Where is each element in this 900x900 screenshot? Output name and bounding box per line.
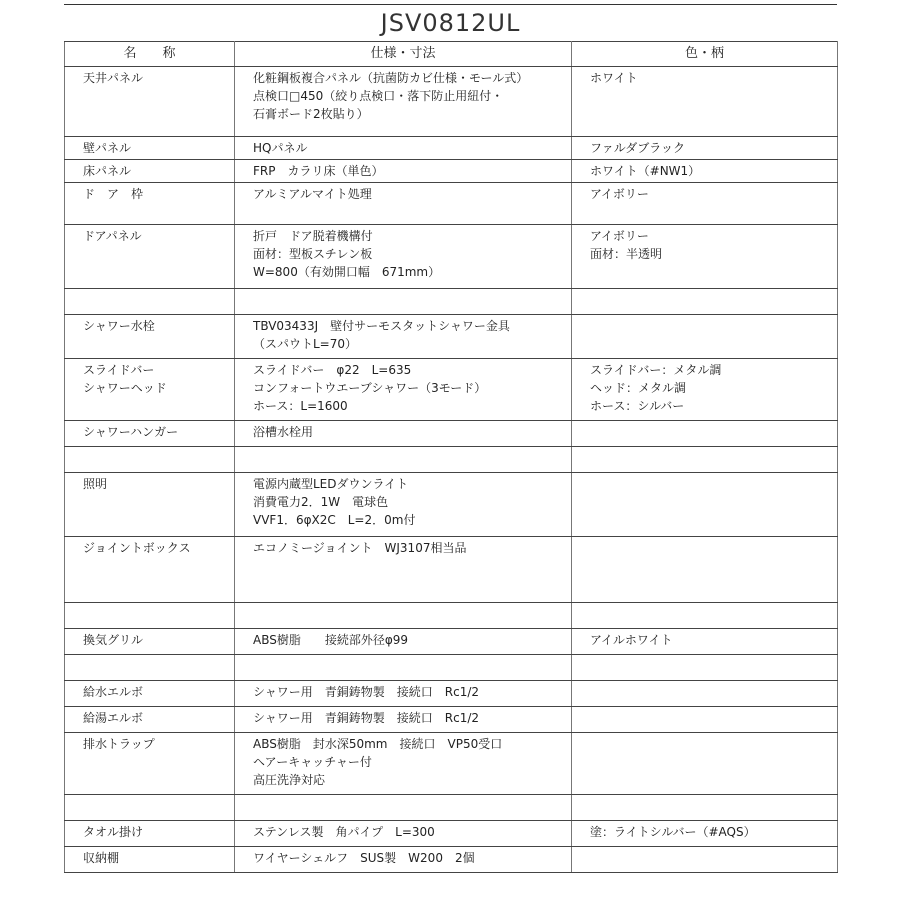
cell-line: ホワイト	[590, 71, 638, 85]
color-cell	[572, 847, 838, 873]
table-row	[65, 447, 838, 473]
cell-line: コンフォートウエーブシャワー（3モード）	[253, 381, 487, 395]
item-name-cell	[65, 707, 235, 733]
item-name-cell	[65, 655, 235, 681]
cell-line: スライドバー φ22 L=635	[253, 363, 412, 377]
header-color: 色・柄	[572, 42, 838, 67]
table-row	[65, 795, 838, 821]
color-cell	[572, 421, 838, 447]
color-cell	[572, 137, 838, 160]
cell-line: 壁パネル	[83, 141, 132, 155]
header-spec: 仕様・寸法	[235, 42, 572, 67]
color-cell	[572, 707, 838, 733]
cell-line: ワイヤーシェルフ SUS製 W200 2個	[253, 851, 475, 865]
cell-line: ドアパネル	[83, 229, 142, 243]
cell-line: 折戸 ドア脱着機構付	[253, 229, 373, 243]
table-row	[65, 847, 838, 873]
cell-line: 換気グリル	[83, 633, 144, 647]
cell-line: ホース：シルバー	[590, 399, 685, 413]
spec-cell	[235, 67, 572, 137]
color-cell	[572, 447, 838, 473]
item-name-cell	[65, 473, 235, 537]
cell-line: タオル掛け	[83, 825, 144, 839]
color-cell	[572, 289, 838, 315]
table-row	[65, 183, 838, 225]
table-row	[65, 473, 838, 537]
cell-line: FRP カラリ床（単色）	[253, 164, 384, 178]
cell-line: ヘッド：メタル調	[590, 381, 687, 395]
table-row	[65, 225, 838, 289]
cell-line: 点検口□450（絞り点検口・落下防止用紐付・	[253, 89, 504, 103]
item-name-cell	[65, 537, 235, 603]
spec-table	[64, 41, 838, 873]
item-name-cell	[65, 183, 235, 225]
spec-cell	[235, 655, 572, 681]
item-name-cell	[65, 795, 235, 821]
item-name-cell	[65, 67, 235, 137]
spec-cell	[235, 289, 572, 315]
cell-line: 面材：型板スチレン板	[253, 247, 373, 261]
cell-line: アイボリー	[590, 187, 649, 201]
item-name-cell	[65, 315, 235, 359]
table-row	[65, 315, 838, 359]
document-title: JSV0812UL	[380, 9, 521, 37]
cell-line: シャワーヘッド	[83, 381, 167, 395]
table-row	[65, 707, 838, 733]
color-cell	[572, 160, 838, 183]
cell-line: 高圧洗浄対応	[253, 773, 326, 787]
cell-line: 電源内蔵型LEDダウンライト	[253, 477, 409, 491]
cell-line: VVF1．6φX2C L=2．0m付	[253, 513, 416, 527]
cell-line: シャワーハンガー	[83, 425, 179, 439]
cell-line: 面材：半透明	[590, 247, 663, 261]
spec-cell	[235, 421, 572, 447]
header-name: 名 称	[65, 42, 235, 67]
spec-sheet	[64, 4, 837, 873]
color-cell	[572, 183, 838, 225]
spec-cell	[235, 707, 572, 733]
spec-cell	[235, 315, 572, 359]
cell-line: 石膏ボード2枚貼り）	[253, 107, 369, 121]
item-name-cell	[65, 447, 235, 473]
spec-cell	[235, 160, 572, 183]
item-name-cell	[65, 681, 235, 707]
item-name-cell	[65, 821, 235, 847]
spec-cell	[235, 795, 572, 821]
cell-line: （スパウトL=70）	[253, 337, 358, 351]
item-name-cell	[65, 629, 235, 655]
cell-line: シャワー用 青銅鋳物製 接続口 Rc1/2	[253, 685, 480, 699]
color-cell	[572, 315, 838, 359]
item-name-cell	[65, 160, 235, 183]
color-cell	[572, 733, 838, 795]
cell-line: 天井パネル	[83, 71, 144, 85]
spec-cell	[235, 359, 572, 421]
item-name-cell	[65, 359, 235, 421]
table-row	[65, 421, 838, 447]
spec-cell	[235, 603, 572, 629]
color-cell	[572, 795, 838, 821]
cell-line: エコノミージョイント WJ3107相当品	[253, 541, 467, 555]
cell-line: ABS樹脂 接続部外径φ99	[253, 633, 409, 647]
color-cell	[572, 473, 838, 537]
cell-line: W=800（有効開口幅 671mm）	[253, 265, 441, 279]
cell-line: ホース：L=1600	[253, 399, 348, 413]
table-row	[65, 603, 838, 629]
cell-line: 塗：ライトシルバー（#AQS）	[590, 825, 756, 839]
table-row	[65, 289, 838, 315]
spec-cell	[235, 847, 572, 873]
table-row	[65, 629, 838, 655]
cell-line: 排水トラップ	[83, 737, 155, 751]
cell-line: ホワイト（#NW1）	[590, 164, 701, 178]
spec-cell	[235, 473, 572, 537]
cell-line: ド ア 枠	[83, 187, 144, 201]
table-row	[65, 681, 838, 707]
table-row	[65, 655, 838, 681]
color-cell	[572, 603, 838, 629]
cell-line: HQパネル	[253, 141, 308, 155]
color-cell	[572, 821, 838, 847]
cell-line: 給湯エルボ	[83, 711, 144, 725]
header-row	[65, 42, 838, 67]
item-name-cell	[65, 421, 235, 447]
item-name-cell	[65, 289, 235, 315]
item-name-cell	[65, 225, 235, 289]
spec-cell	[235, 447, 572, 473]
cell-line: 床パネル	[83, 164, 132, 178]
table-row	[65, 160, 838, 183]
color-cell	[572, 67, 838, 137]
cell-line: 消費電力2．1W 電球色	[253, 495, 389, 509]
table-row	[65, 821, 838, 847]
spec-cell	[235, 629, 572, 655]
cell-line: 収納棚	[83, 851, 120, 865]
table-row	[65, 537, 838, 603]
item-name-cell	[65, 137, 235, 160]
cell-line: アルミアルマイト処理	[253, 187, 372, 201]
item-name-cell	[65, 733, 235, 795]
cell-line: シャワー用 青銅鋳物製 接続口 Rc1/2	[253, 711, 480, 725]
color-cell	[572, 629, 838, 655]
color-cell	[572, 655, 838, 681]
spec-cell	[235, 733, 572, 795]
cell-line: 照明	[83, 477, 108, 491]
spec-cell	[235, 681, 572, 707]
cell-line: アイルホワイト	[590, 633, 673, 647]
color-cell	[572, 225, 838, 289]
table-row	[65, 67, 838, 137]
color-cell	[572, 681, 838, 707]
cell-line: スライドバー	[83, 363, 155, 377]
spec-cell	[235, 183, 572, 225]
cell-line: ヘアーキャッチャー付	[253, 755, 372, 769]
spec-rows	[65, 67, 838, 873]
cell-line: TBV03433J 壁付サーモスタットシャワー金具	[253, 319, 510, 333]
color-cell	[572, 537, 838, 603]
table-row	[65, 359, 838, 421]
cell-line: ABS樹脂 封水深50mm 接続口 VP50受口	[253, 737, 503, 751]
cell-line: 浴槽水栓用	[253, 425, 314, 439]
spec-cell	[235, 137, 572, 160]
spec-cell	[235, 821, 572, 847]
color-cell	[572, 359, 838, 421]
cell-line: シャワー水栓	[83, 319, 155, 333]
spec-cell	[235, 225, 572, 289]
cell-line: スライドバー：メタル調	[590, 363, 722, 377]
table-row	[65, 733, 838, 795]
item-name-cell	[65, 847, 235, 873]
cell-line: ファルダブラック	[590, 141, 686, 155]
spec-cell	[235, 537, 572, 603]
table-row	[65, 137, 838, 160]
item-name-cell	[65, 603, 235, 629]
cell-line: 給水エルボ	[83, 685, 144, 699]
cell-line: 化粧鋼板複合パネル（抗菌防カビ仕様・モール式）	[253, 71, 529, 85]
cell-line: ステンレス製 角パイプ L=300	[253, 825, 435, 839]
cell-line: アイボリー	[590, 229, 649, 243]
cell-line: ジョイントボックス	[83, 541, 191, 555]
